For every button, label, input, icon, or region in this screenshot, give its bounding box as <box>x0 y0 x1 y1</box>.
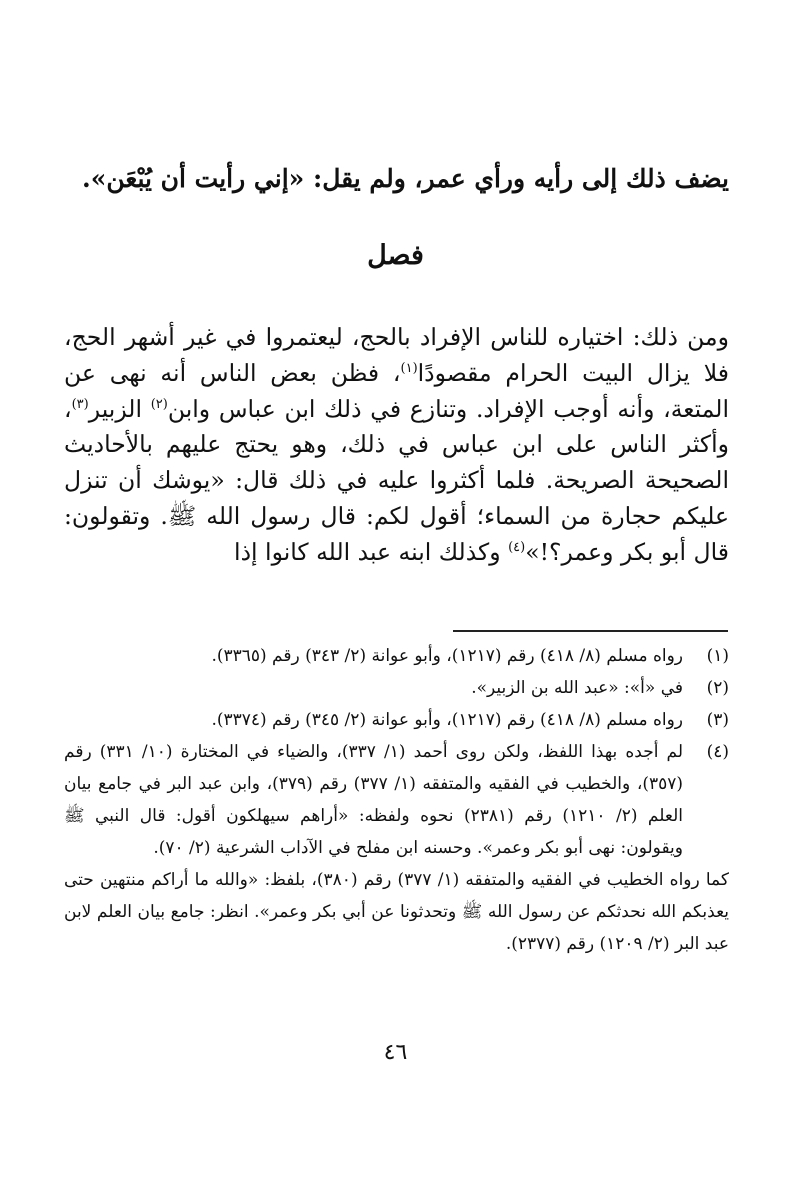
footnote <box>64 672 729 704</box>
body-segment-2: ، فظن بعض الناس أنه نهى عن المتعة، وأنه أوجب الإفراد. وتنازع في ذلك ابن عباس وابن <box>64 358 729 423</box>
footnote-ref-2[interactable]: (٢) <box>150 396 168 412</box>
footnote-separator <box>453 630 728 632</box>
lead-line: يضف ذلك إلى رأيه ورأي عمر، ولم يقل: «إني رأيت أن يُبْعَن». <box>82 164 729 193</box>
footnote-number: (٤) <box>706 742 729 762</box>
body-segment-1: ومن ذلك: اختياره للناس الإفراد بالحج، ليعتمروا في غير أشهر الحج، فلا يزال البيت الحرام مقصودًا <box>64 323 729 387</box>
footnote-number: (١) <box>706 646 729 666</box>
footnote-text: رواه مسلم (٨/ ٤١٨) رقم (١٢١٧)، وأبو عوانة (٢/ ٣٤٣) رقم (٣٣٦٥). <box>211 646 683 666</box>
footnote-continuation: كما رواه الخطيب في الفقيه والمتفقه (١/ ٣٧٧) رقم (٣٨٠)، بلفظ: «والله ما أراكم منتهين حتى يعذبكم الله نحدثكم عن رسول الله ﷺ وتحدثونا عن أبي بكر وعمر». انظر: جامع بيان العلم لابن عبد البر (٢/ ١٢٠٩) رقم (٢٣٧٧). <box>64 870 729 954</box>
footnote <box>64 736 729 864</box>
footnote <box>64 704 729 736</box>
section-heading: فصل <box>367 240 424 271</box>
footnote-text: لم أجده بهذا اللفظ، ولكن روى أحمد (١/ ٣٣٧)، والضياء في المختارة (١٠/ ٣٣١) رقم (٣٥٧)، والخطيب في الفقيه والمتفقه (١/ ٣٧٧) رقم (٣٧٩)، وابن عبد البر في جامع بيان العلم (٢/ ١٢١٠) رقم (٢٣٨١) نحوه ولفظه: «أراهم سيهلكون أقول: قال النبي ﷺ ويقولون: نهى أبو بكر وعمر». وحسنه ابن مفلح في الآداب الشرعية (٢/ ٧٠). <box>64 742 684 858</box>
footnote-text: في «أ»: «عبد الله بن الزبير». <box>471 678 683 698</box>
body-segment-3: الزبير <box>88 394 151 423</box>
footnote <box>64 640 729 672</box>
footnote-number: (٢) <box>706 678 729 698</box>
footnote-number: (٣) <box>706 710 729 730</box>
footnote-ref-3[interactable]: (٣) <box>71 396 89 412</box>
footnotes <box>64 640 729 960</box>
page-number: ٤٦ <box>383 1040 408 1065</box>
footnote-ref-4[interactable]: (٤) <box>508 539 526 555</box>
footnote-ref-1[interactable]: (١) <box>400 360 418 376</box>
body-segment-5: وكذلك ابنه عبد الله كانوا إذا <box>234 537 509 566</box>
body-paragraph <box>64 320 729 571</box>
footnote-text: رواه مسلم (٨/ ٤١٨) رقم (١٢١٧)، وأبو عوانة (٢/ ٣٤٥) رقم (٣٣٧٤). <box>211 710 683 730</box>
body-segment-4: ، وأكثر الناس على ابن عباس في ذلك، وهو يحتج عليهم بالأحاديث الصحيحة الصريحة. فلما أكثروا عليه في ذلك قال: «يوشك أن تنزل عليكم حجارة من السماء؛ أقول لكم: قال رسول الله ﷺ. وتقولون: قال أبو بكر وعمر؟!» <box>64 394 729 566</box>
